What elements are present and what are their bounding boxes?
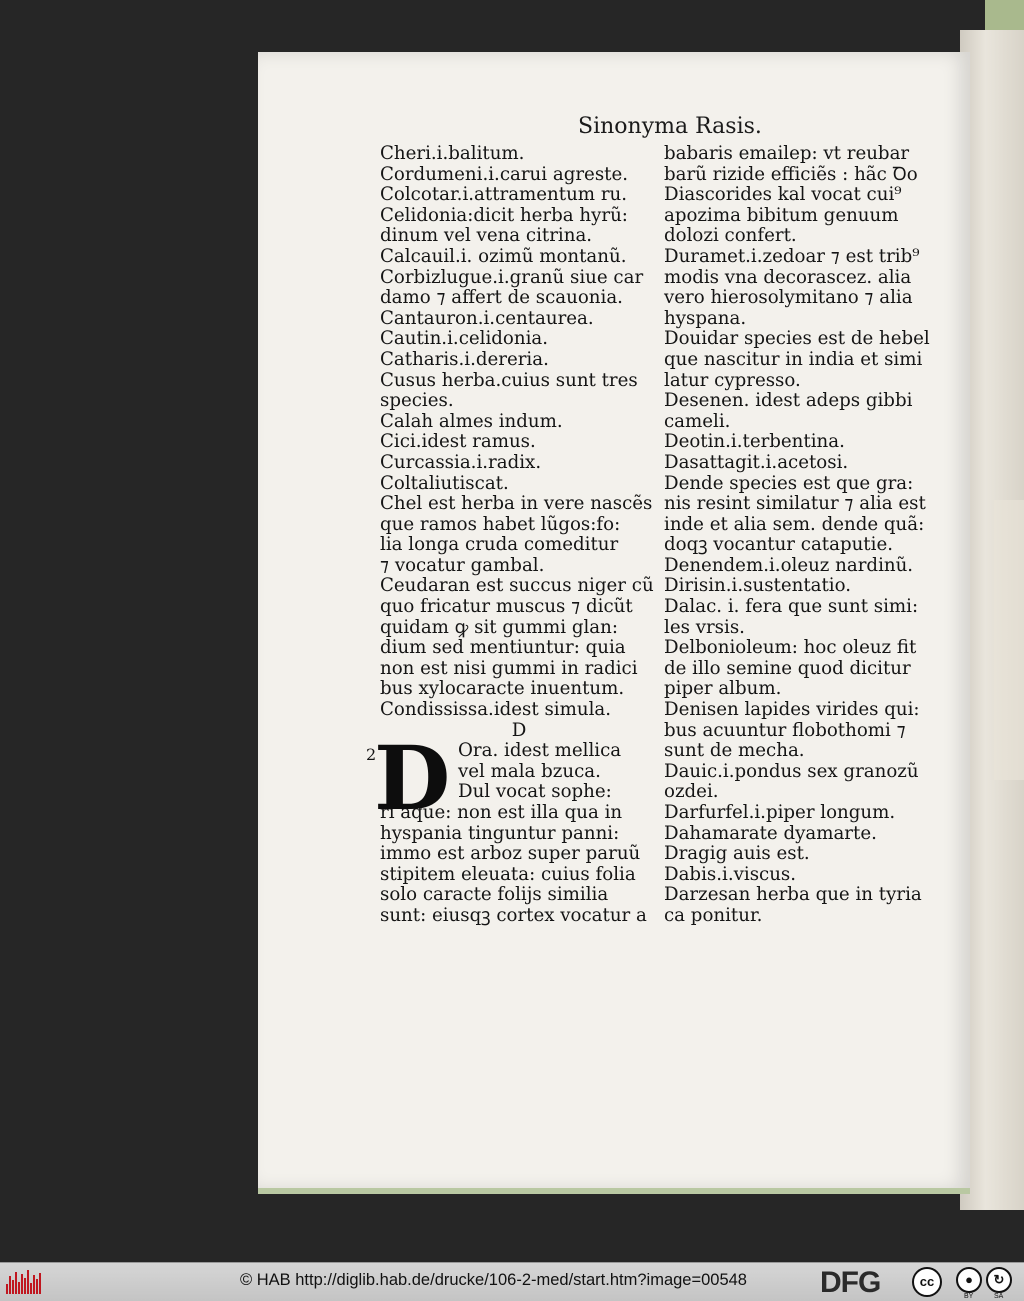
paragraph-mark: 2 — [366, 745, 377, 765]
text-line: Colcotar.i.attramentum ru. — [380, 184, 628, 206]
page-bottom-edge — [258, 1188, 970, 1194]
text-line: immo est arboz super paruũ — [380, 843, 641, 865]
text-line: Delbonioleum: hoc oleuz fit — [664, 637, 917, 659]
text-line: piper album. — [664, 678, 782, 700]
text-line: Ceudaran est succus niger cũ — [380, 575, 654, 597]
hab-logo — [6, 1270, 50, 1294]
text-line: solo caracte folijs similia — [380, 884, 609, 906]
viewer-footer — [0, 1262, 1024, 1301]
text-line: Dasattagit.i.acetosi. — [664, 451, 849, 473]
text-line: Dende species est que gra: — [664, 472, 914, 494]
dfg-logo: DFG — [820, 1266, 881, 1299]
text-line: nis resint similatur ⁊ alia est — [664, 493, 926, 515]
text-line: Chel est herba in vere nascẽs — [380, 493, 653, 515]
text-line: Desenen. idest adeps gibbi — [664, 390, 913, 412]
text-line: Catharis.i.dereria. — [380, 348, 549, 370]
text-line: Dirisin.i.sustentatio. — [664, 575, 852, 597]
text-line: hyspania tinguntur panni: — [380, 822, 620, 844]
text-line: lia longa cruda comeditur — [380, 534, 619, 556]
text-line: modis vna decorascez. alia — [664, 266, 912, 288]
text-line: Cusus herba.cuius sunt tres — [380, 369, 638, 391]
text-line: Duramet.i.zedoar ⁊ est trib⁹ — [664, 245, 920, 267]
text-line: Dalac. i. fera que sunt simi: — [664, 596, 919, 618]
cc-icon: cc — [912, 1267, 942, 1297]
text-line: Condississa.idest simula. — [380, 699, 612, 721]
text-line: de illo semine quod dicitur — [664, 657, 911, 679]
text-line: Cantauron.i.centaurea. — [380, 307, 594, 329]
text-line: dium sed mentiuntur: quia — [380, 637, 626, 659]
text-line: Coltaliutiscat. — [380, 472, 509, 494]
text-line: Dabis.i.viscus. — [664, 863, 797, 885]
text-line: species. — [380, 390, 454, 412]
text-line: Cici.idest ramus. — [380, 431, 536, 453]
text-line: Curcassia.i.radix. — [380, 451, 542, 473]
text-line: Dauic.i.pondus sex granozũ — [664, 760, 919, 782]
text-line: que nascitur in india et simi — [664, 348, 923, 370]
text-line: latur cypresso. — [664, 369, 801, 391]
text-line: doqꝫ vocantur cataputie. — [664, 534, 893, 556]
text-line: hyspana. — [664, 307, 747, 329]
text-line: babaris emailep: vt reubar — [664, 143, 910, 164]
left-column — [366, 143, 658, 927]
text-line: Celidonia:dicit herba hyrũ: — [380, 204, 628, 226]
dropcap-line: vel mala bzuca. — [458, 760, 601, 782]
text-line: Darzesan herba que in tyria — [664, 884, 922, 906]
text-line: Cautin.i.celidonia. — [380, 328, 549, 350]
text-line: barũ rizide efficiẽs : hãc Ꝺo — [664, 163, 918, 185]
by-label: BY — [964, 1293, 974, 1300]
text-line: sunt de mecha. — [664, 740, 805, 762]
text-line: ⁊ vocatur gambal. — [380, 554, 545, 576]
text-line: Corbizlugue.i.granũ siue car — [380, 266, 644, 288]
text-line: inde et alia sem. dende quã: — [664, 513, 925, 535]
text-line: Deotin.i.terbentina. — [664, 431, 845, 453]
text-line: ri aque: non est illa qua in — [380, 802, 623, 823]
text-line: stipitem eleuata: cuius folia — [380, 863, 636, 885]
text-line: bus xylocaracte inuentum. — [380, 678, 625, 700]
person-icon: ● — [956, 1267, 982, 1293]
text-line: damo ⁊ affert de scauonia. — [380, 287, 623, 309]
text-line: dinum vel vena citrina. — [380, 225, 593, 247]
copyright-link[interactable]: © HAB http://diglib.hab.de/drucke/106-2-med/start.htm?image=00548 — [240, 1271, 747, 1289]
text-line: Calcauil.i. ozimũ montanũ. — [380, 245, 627, 267]
text-line: quo fricatur muscus ⁊ dicũt — [380, 596, 633, 618]
text-line: Denendem.i.oleuz nardinũ. — [664, 554, 914, 576]
text-line: Denisen lapides virides qui: — [664, 699, 920, 721]
text-line: Cheri.i.balitum. — [380, 143, 525, 164]
text-line: apozima bibitum genuum — [664, 204, 899, 226]
dropcap-line: Dul vocat sophe: — [458, 781, 612, 803]
text-line: vero hierosolymitano ⁊ alia — [664, 287, 913, 309]
text-line: Dahamarate dyamarte. — [664, 822, 877, 844]
text-line: bus acuuntur flobothomi ⁊ — [664, 719, 906, 741]
text-line: Dragig auis est. — [664, 843, 810, 865]
right-column — [664, 144, 956, 927]
text-line: Cordumeni.i.carui agreste. — [380, 163, 629, 185]
license-badges[interactable] — [908, 1267, 1018, 1300]
text-line: que ramos habet lũgos:fo: — [380, 513, 621, 535]
sa-label: SA — [994, 1293, 1004, 1300]
dropcap-letter: D — [374, 726, 451, 831]
text-line: les vrsis. — [664, 616, 745, 638]
text-line: sunt: eiusqꝫ cortex vocatur a — [380, 904, 647, 926]
text-line: quidam ꝙ sit gummi glan: — [380, 616, 618, 638]
text-line: ozdei. — [664, 781, 719, 803]
section-marker: D — [511, 719, 527, 741]
text-line: cameli. — [664, 410, 731, 432]
text-line: Douidar species est de hebel — [664, 328, 930, 350]
share-alike-icon: ↻ — [986, 1267, 1012, 1293]
dropcap-line: Ora. idest mellica — [458, 740, 622, 762]
underlying-page-shadow — [994, 500, 1024, 780]
text-line: Calah almes indum. — [380, 410, 563, 432]
running-head: Sinonyma Rasis. — [578, 114, 762, 139]
book-edge — [985, 0, 1024, 32]
text-line: Darfurfel.i.piper longum. — [664, 802, 896, 823]
text-line: Diascorides kal vocat cui⁹ — [664, 184, 902, 206]
text-line: dolozi confert. — [664, 225, 797, 247]
text-line: ca ponitur. — [664, 904, 763, 926]
text-line: non est nisi gummi in radici — [380, 657, 638, 679]
